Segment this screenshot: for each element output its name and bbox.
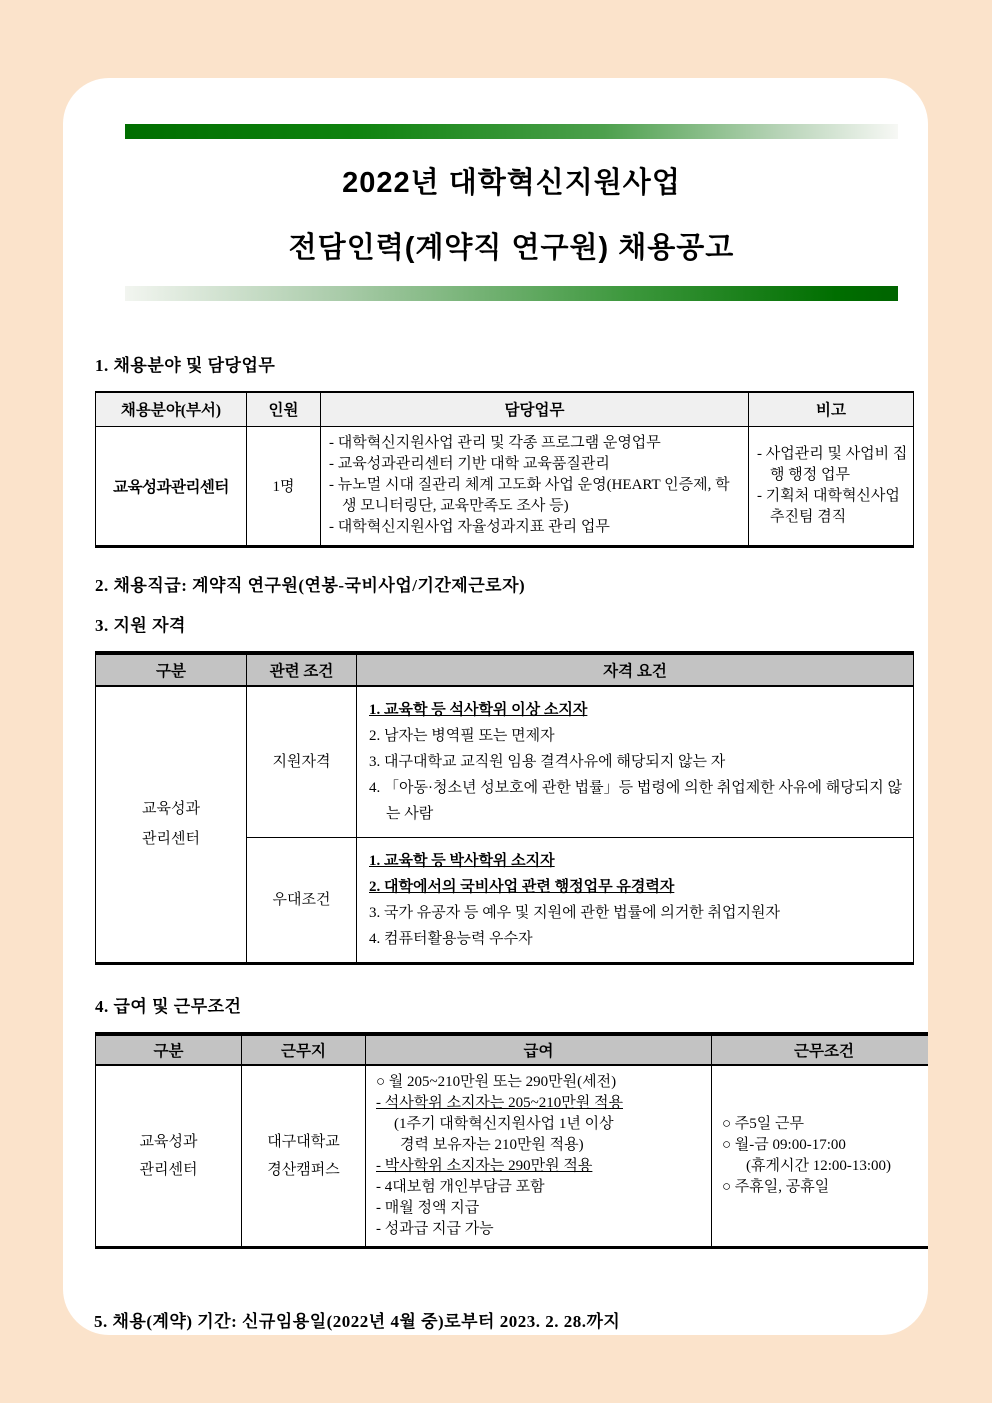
qualification-table — [95, 651, 914, 965]
list-item: 경력 보유자는 210만원 적용) — [400, 1136, 584, 1153]
workplace-cell — [242, 1065, 366, 1248]
group-name-line2: 관리센터 — [139, 1161, 198, 1178]
list-item: - 대학혁신지원사업 자율성과지표 관리 업무 — [329, 519, 610, 535]
count-cell: 1명 — [247, 426, 321, 546]
work-conditions-cell — [712, 1065, 929, 1248]
list-item: - 매월 정액 지급 — [376, 1199, 480, 1216]
row-label-cell: 지원자격 — [247, 686, 357, 838]
header-group: 구분 — [96, 653, 247, 686]
salary-table-header-row — [96, 1034, 929, 1065]
gradient-bar-top — [125, 124, 898, 139]
list-item: 4. 「아동·청소년 성보호에 관한 법률」등 법령에 의한 취업제한 사유에 해당되지 않는 사람 — [369, 779, 902, 822]
qualification-row-basic — [96, 686, 914, 838]
header-count: 인원 — [247, 392, 321, 426]
workplace-line1: 대구대학교 — [267, 1133, 340, 1150]
document-title-line1: 2022년 대학혁신지원사업 — [342, 167, 681, 199]
list-item: 4. 컴퓨터활용능력 우수자 — [369, 930, 533, 947]
section-heading-5: 5. 채용(계약) 기간: 신규임용일(2022년 4월 중)로부터 2023. 2. 28.까지 — [94, 1311, 621, 1331]
header-duties: 담당업무 — [321, 392, 749, 426]
list-item: - 교육성과관리센터 기반 대학 교육품질관리 — [329, 456, 610, 472]
list-item: - 4대보험 개인부담금 포함 — [376, 1178, 545, 1195]
list-item: 1. 교육학 등 박사학위 소지자 — [369, 852, 555, 869]
header-group: 구분 — [96, 1034, 242, 1065]
list-item: 2. 남자는 병역필 또는 면제자 — [369, 727, 555, 744]
list-item: - 대학혁신지원사업 관리 및 각종 프로그램 운영업무 — [329, 435, 661, 451]
list-item: - 사업관리 및 사업비 집행 행정 업무 — [757, 445, 908, 483]
group-name-line1: 교육성과 — [139, 1133, 198, 1150]
preferred-cell — [357, 837, 914, 963]
header-requirements: 자격 요건 — [357, 653, 914, 686]
section-heading-3: 3. 지원 자격 — [95, 615, 186, 635]
document-body — [95, 351, 915, 1332]
header-notes: 비고 — [749, 392, 914, 426]
list-item: - 기획처 대학혁신사업 추진팀 겸직 — [757, 487, 900, 525]
list-item: ○ 월-금 09:00-17:00 — [722, 1136, 846, 1153]
document-title-line2: 전담인력(계약직 연구원) 채용공고 — [288, 232, 735, 264]
row-label-cell: 우대조건 — [247, 837, 357, 963]
list-item: 3. 대구대학교 교직원 임용 결격사유에 해당되지 않는 자 — [369, 753, 726, 770]
salary-cell — [366, 1065, 712, 1248]
header-dept: 채용분야(부서) — [96, 392, 247, 426]
section-heading-2: 2. 채용직급: 계약직 연구원(연봉-국비사업/기간제근로자) — [95, 575, 526, 595]
recruitment-table-header-row — [96, 392, 914, 426]
notes-cell — [749, 426, 914, 546]
group-cell — [96, 686, 247, 964]
list-item: 3. 국가 유공자 등 예우 및 지원에 관한 법률에 의거한 취업지원자 — [369, 904, 781, 921]
header-condition-type: 관련 조건 — [247, 653, 357, 686]
requirements-cell — [357, 686, 914, 838]
list-item: - 박사학위 소지자는 290만원 적용 — [376, 1157, 593, 1174]
recruitment-table — [95, 391, 914, 548]
list-item: (휴게시간 12:00-13:00) — [746, 1157, 892, 1174]
list-item: - 석사학위 소지자는 205~210만원 적용 — [376, 1094, 623, 1111]
salary-table — [95, 1032, 928, 1249]
content-panel — [63, 78, 928, 1335]
header-workplace: 근무지 — [242, 1034, 366, 1065]
list-item: ○ 주휴일, 공휴일 — [722, 1178, 830, 1195]
header-salary: 급여 — [366, 1034, 712, 1065]
list-item: - 뉴노멀 시대 질관리 체계 고도화 사업 운영(HEART 인증제, 학생 모니터링단, 교육만족도 조사 등) — [329, 477, 730, 514]
group-name-line2: 관리센터 — [142, 831, 200, 847]
duties-cell — [321, 426, 749, 546]
list-item: 2. 대학에서의 국비사업 관련 행정업무 유경력자 — [369, 878, 675, 895]
list-item: (1주기 대학혁신지원사업 1년 이상 — [394, 1115, 614, 1132]
salary-table-row — [96, 1065, 929, 1248]
workplace-line2: 경산캠퍼스 — [267, 1161, 340, 1178]
header-work-conditions: 근무조건 — [712, 1034, 929, 1065]
list-item: - 성과급 지급 가능 — [376, 1220, 494, 1237]
list-item: ○ 월 205~210만원 또는 290만원(세전) — [376, 1073, 617, 1090]
section-heading-1: 1. 채용분야 및 담당업무 — [95, 356, 276, 375]
group-cell — [96, 1065, 242, 1248]
recruitment-table-row — [96, 426, 914, 546]
group-name-line1: 교육성과 — [142, 801, 200, 817]
document-title — [125, 160, 898, 266]
qualification-table-header-row — [96, 653, 914, 686]
section-heading-4: 4. 급여 및 근무조건 — [95, 996, 242, 1016]
list-item: 1. 교육학 등 석사학위 이상 소지자 — [369, 701, 588, 718]
list-item: ○ 주5일 근무 — [722, 1115, 805, 1132]
dept-cell: 교육성과관리센터 — [96, 426, 247, 546]
gradient-bar-bottom — [125, 286, 898, 301]
